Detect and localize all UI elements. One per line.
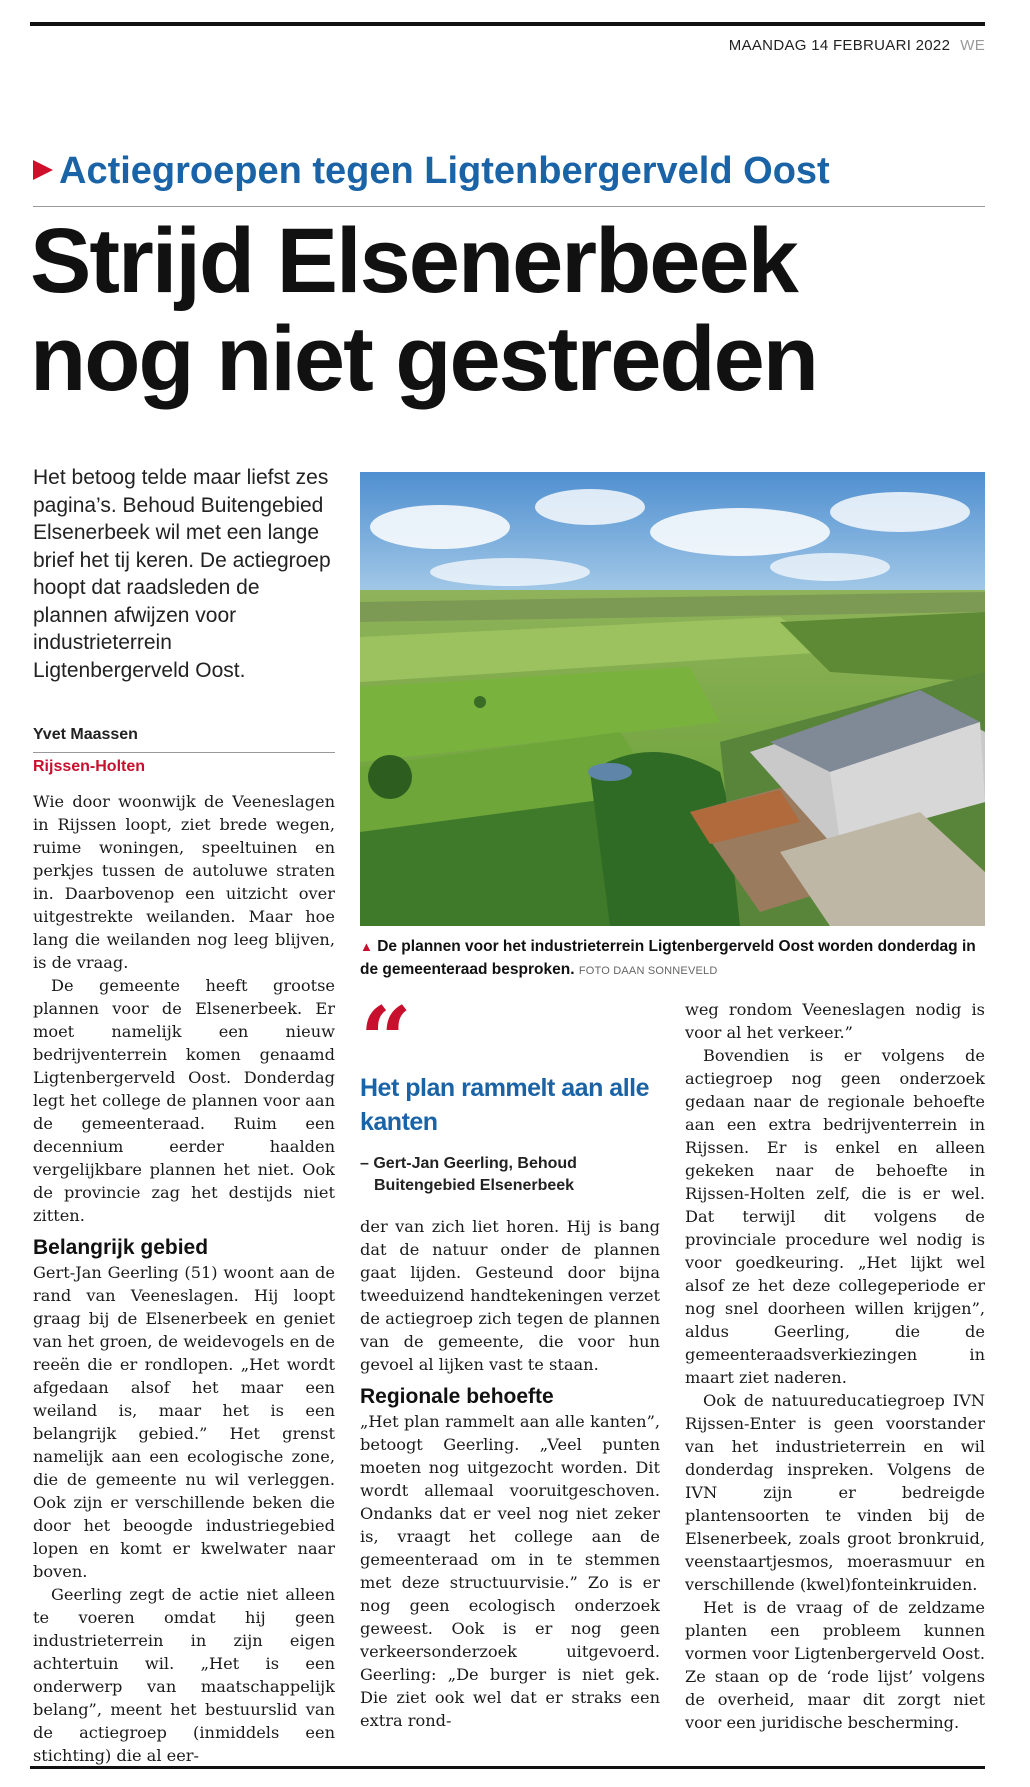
aerial-photo xyxy=(360,472,985,926)
intro-text: Het betoog telde maar liefst zes pagina’s. Behoud Buitengebied Elsenerbeek wil met een lange brief het tij keren. De actiegroep hoopt dat raadsleden de plannen afwijzen voor industrieterrein Ligtenbergerveld Oost. xyxy=(33,466,331,682)
place-name: Rijssen-Holten xyxy=(33,758,146,775)
quote-text: Het plan rammelt aan alle kanten xyxy=(360,1074,650,1136)
column-1 xyxy=(33,790,335,1767)
paragraph: De gemeente heeft grootse plannen voor de Elsenerbeek. Er moet namelijk een nieuw bedrijventerrein komen genaamd Ligtenbergerveld Oost. Donderdag legt het college de plannen voor aan de gemeenteraad. Ruim een decennium eerder haalden vergelijkbare plannen het niet. Ook de provincie zag het destijds niet zitten. xyxy=(33,976,335,1225)
headline-line-2: nog niet gestreden xyxy=(30,308,817,410)
quote-mark-icon: “ xyxy=(360,987,412,1093)
column-2 xyxy=(360,1215,660,1732)
pull-quote xyxy=(360,987,660,1197)
paragraph: der van zich liet horen. Hij is bang dat de natuur onder de plannen gaat lijden. Gesteund door bijna tweeduizend handtekeningen verzet de actiegroep zich tegen de plannen van de gemeente, die voor hun gevoel al lijken vast te staan. xyxy=(360,1217,660,1374)
paragraph: Het is de vraag of de zeldzame planten een probleem kunnen vormen voor Ligtenbergerveld Oost. Ze staan op de ‘rode lijst’ volgens de overheid, maar dit zorgt niet voor een juridische bescherming. xyxy=(685,1598,985,1732)
edition-tag: WE xyxy=(960,37,985,54)
kicker-triangle-icon xyxy=(33,160,53,180)
paragraph: Gert-Jan Geerling (51) woont aan de rand van Veeneslagen. Hij loopt graag bij de Elsenerbeek en geniet van het groen, de weidevogels en de reeën die er rondlopen. „Het wordt afgedaan alsof het maar een weiland is, maar het is een belangrijk gebied.” Het grenst namelijk aan een ecologische zone, die de gemeente nu wil verleggen. Ook zijn er verschillende beken die door het beoogde industriegebied lopen en komt er kwelwater naar boven. xyxy=(33,1263,335,1581)
caption-arrow-icon: ▲ xyxy=(360,939,373,954)
author-name: Yvet Maassen xyxy=(33,726,138,743)
kicker-text: Actiegroepen tegen Ligtenbergerveld Oost xyxy=(59,150,830,192)
paragraph: weg rondom Veeneslagen nodig is voor al het verkeer.” xyxy=(685,1000,985,1042)
caption-text: De plannen voor het industrieterrein Ligtenbergerveld Oost worden donderdag in de gemeenteraad besproken. xyxy=(360,938,976,978)
bottom-rule xyxy=(30,1766,985,1769)
headline xyxy=(30,212,990,408)
paragraph: Bovendien is er volgens de actiegroep nog geen onderzoek gedaan naar de regionale behoefte aan een extra bedrijventerrein in Rijssen. Er is enkel en alleen gekeken naar de behoefte in Rijssen-Holten zelf, die is er wel. Dat terwijl dit volgens de provinciale procedure wel nodig is voor goedkeuring. „Het lijkt wel alsof ze het deze collegeperiode er nog snel doorheen willen krijgen”, aldus Geerling, die de gemeenteraadsverkiezingen in maart ziet naderen. xyxy=(685,1046,985,1387)
quote-attribution-line-2: Buitengebied Elsenerbeek xyxy=(374,1177,575,1194)
kicker-rule xyxy=(33,206,985,207)
paragraph: „Het plan rammelt aan alle kanten”, betoogt Geerling. „Veel punten moeten nog uitgezocht worden. Dit wordt allemaal vooruitgeschoven. Ondanks dat er veel nog niet zeker is, vraagt het college aan de gemeenteraad om in te stemmen met deze structuurvisie.” Zo is er nog geen ecologisch onderzoek geweest. Ook is er nog geen verkeersonderzoek uitgevoerd. Geerling: „De burger is niet gek. Die ziet ook wel dat er straks een extra rond- xyxy=(360,1412,660,1730)
paragraph: Geerling zegt de actie niet alleen te voeren omdat hij geen industrieterrein in zijn eigen achtertuin wil. „Het is een onderwerp van maatschappelijk belang”, meent het bestuurslid van de actiegroep (inmiddels een stichting) die al eer- xyxy=(33,1585,335,1765)
aerial-photo-image xyxy=(360,472,985,926)
subheading: Regionale behoefte xyxy=(360,1385,554,1408)
photo-credit: FOTO DAAN SONNEVELD xyxy=(578,965,718,977)
column-3 xyxy=(685,998,985,1734)
photo-caption xyxy=(360,935,990,983)
quote-attribution xyxy=(360,1153,660,1197)
dateline xyxy=(729,37,985,54)
date-text: MAANDAG 14 FEBRUARI 2022 xyxy=(728,37,951,54)
author-rule xyxy=(33,752,335,753)
headline-line-1: Strijd Elsenerbeek xyxy=(30,210,797,312)
top-rule xyxy=(30,22,985,26)
paragraph: Wie door woonwijk de Veeneslagen in Rijssen loopt, ziet brede wegen, ruime woningen, speeltuinen en perkjes tussen de autoluwe straten in. Daarbovenop een uitzicht over uitgestrekte weilanden. Maar hoe lang die weilanden nog leeg blijven, is de vraag. xyxy=(33,792,335,972)
kicker xyxy=(33,150,983,193)
quote-attribution-line-1: – Gert-Jan Geerling, Behoud xyxy=(360,1155,577,1172)
subheading: Belangrijk gebied xyxy=(33,1236,209,1259)
paragraph: Ook de natuureducatiegroep IVN Rijssen-Enter is geen voorstander van het industrieterrein en wil donderdag inspreken. Volgens de IVN zijn er bedreigde plantensoorten te vinden bij de Elsenerbeek, zoals groot bronkruid, veenstaartjesmos, moerasmuur en verschillende (kwel)fonteinkruiden. xyxy=(685,1391,985,1594)
